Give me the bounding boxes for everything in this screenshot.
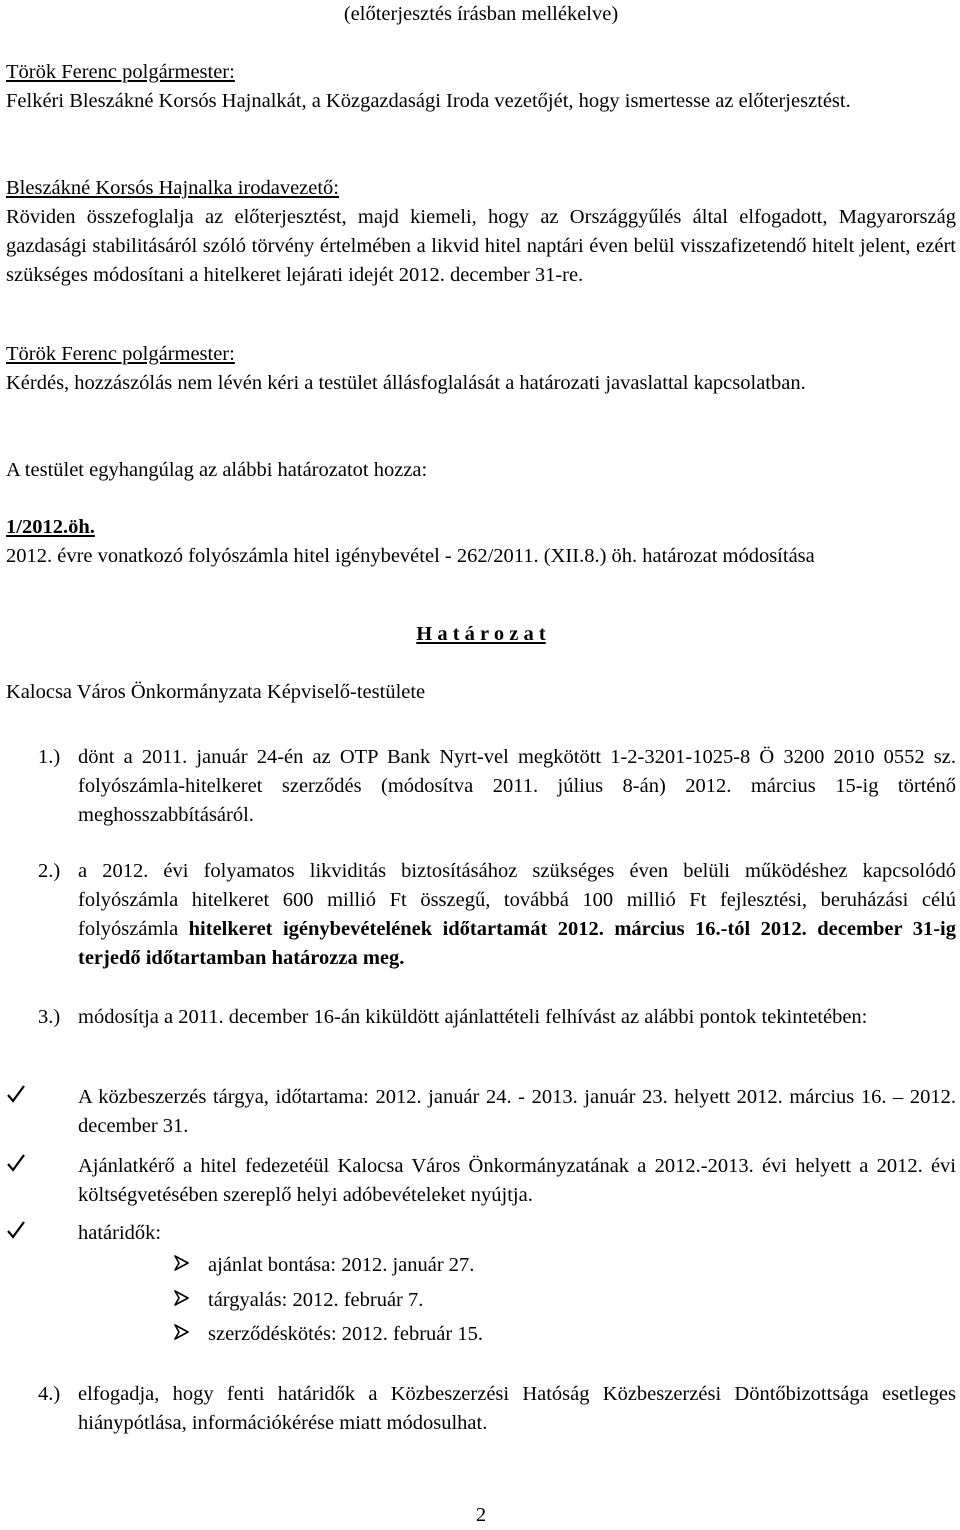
point-number: 2.) xyxy=(38,860,61,882)
resolution-point-4 xyxy=(38,1380,956,1438)
resolution-number xyxy=(6,513,956,542)
check-item-1 xyxy=(6,1083,956,1141)
point-number: 1.) xyxy=(38,746,61,768)
resolution-number-text: 1/2012.öh. xyxy=(6,516,95,538)
speaker-mayor-1 xyxy=(6,58,956,87)
paragraph-1: Felkéri Bleszákné Korsós Hajnalkát, a Közgazdasági Iroda vezetőjét, hogy ismertesse az előterjesztést. xyxy=(6,90,851,112)
page-number: 2 xyxy=(475,1504,487,1526)
resolution-point-3 xyxy=(38,1003,956,1032)
arrowhead-bullet-icon xyxy=(174,1287,190,1318)
point-text: módosítja a 2011. december 16-án kiküldött ajánlattételi felhívást az alábbi pontok tekintetében: xyxy=(78,1006,868,1028)
point-text: dönt a 2011. január 24-én az OTP Bank Nyrt-vel megkötött 1-2-3201-1025-8 Ö 3200 2010 0552 sz. folyószámla-hitelkeret szerződés (módosítva 2011. július 8-án) 2012. március 15-ig történő meghosszabbításáról. xyxy=(78,746,956,826)
check-mark-icon xyxy=(6,1083,30,1114)
resolution-subject: 2012. évre vonatkozó folyószámla hitel igénybevétel - 262/2011. (XII.8.) öh. határozat módosítása xyxy=(6,545,815,567)
speaker-label: Török Ferenc polgármester: xyxy=(6,343,235,365)
deadline-text: szerződéskötés: 2012. február 15. xyxy=(208,1323,483,1345)
deadline-item-1 xyxy=(174,1251,954,1280)
paragraph-2: Röviden összefoglalja az előterjesztést, majd kiemeli, hogy az Országgyűlés által elfogadott, Magyarország gazdasági stabilitásáról szóló törvény értelmében a likvid hitel naptári éven belül visszafizetendő hitelt jelent, ezért szükséges módosítani a hitelkeret lejárati idejét 2012. december 31-re. xyxy=(6,206,956,286)
body-name: Kalocsa Város Önkormányzata Képviselő-testülete xyxy=(6,681,426,703)
deadline-text: ajánlat bontása: 2012. január 27. xyxy=(208,1254,475,1276)
point-text xyxy=(78,857,956,973)
deadline-item-3 xyxy=(174,1320,954,1349)
speaker-label: Bleszákné Korsós Hajnalka irodavezető: xyxy=(6,177,340,199)
vote-statement: A testület egyhangúlag az alábbi határozatot hozza: xyxy=(6,459,428,481)
check-item-text: A közbeszerzés tárgya, időtartama: 2012. január 24. - 2013. január 23. helyett 2012. március 16. – 2012. december 31. xyxy=(78,1086,956,1137)
resolution-point-1 xyxy=(38,743,956,830)
resolution-title xyxy=(6,620,956,649)
check-item-text: határidők: xyxy=(78,1222,162,1244)
resolution-title-text: H a t á r o z a t xyxy=(416,623,546,645)
speaker-label: Török Ferenc polgármester: xyxy=(6,61,235,83)
point-text: elfogadja, hogy fenti határidők a Közbeszerzési Hatóság Közbeszerzési Döntőbizottsága esetleges hiánypótlása, információkérése miatt módosulhat. xyxy=(78,1383,956,1434)
speaker-mayor-2 xyxy=(6,340,956,369)
check-item-3 xyxy=(6,1219,956,1248)
header-note: (előterjesztés írásban mellékelve) xyxy=(343,3,619,25)
check-item-2 xyxy=(6,1152,956,1210)
deadline-item-2 xyxy=(174,1286,954,1315)
point-text-regular: a 2012. évi folyamatos likviditás biztosításához szükséges éven belüli működéshez kapcsolódó folyószámla hitelkeret 600 millió Ft összegű, továbbá 100 millió Ft fejlesztési, beruházási célú folyószámla xyxy=(78,860,956,940)
point-number: 4.) xyxy=(38,1383,61,1405)
point-number: 3.) xyxy=(38,1006,61,1028)
arrowhead-bullet-icon xyxy=(174,1252,190,1283)
arrowhead-bullet-icon xyxy=(174,1321,190,1352)
check-mark-icon xyxy=(6,1152,30,1183)
paragraph-3: Kérdés, hozzászólás nem lévén kéri a testület állásfoglalását a határozati javaslattal kapcsolatban. xyxy=(6,372,806,394)
check-item-text: Ajánlatkérő a hitel fedezetéül Kalocsa Város Önkormányzatának a 2012.-2013. évi helyett a 2012. évi költségvetésében szereplő helyi adóbevételeket nyújtja. xyxy=(78,1155,956,1206)
check-mark-icon xyxy=(6,1219,30,1250)
resolution-point-2 xyxy=(38,857,956,973)
speaker-office-head xyxy=(6,174,956,203)
deadline-text: tárgyalás: 2012. február 7. xyxy=(208,1289,424,1311)
point-text-bold: hitelkeret igénybevételének időtartamát 2012. március 16.-tól 2012. december 31-ig terjedő időtartamban határozza meg. xyxy=(78,918,956,969)
